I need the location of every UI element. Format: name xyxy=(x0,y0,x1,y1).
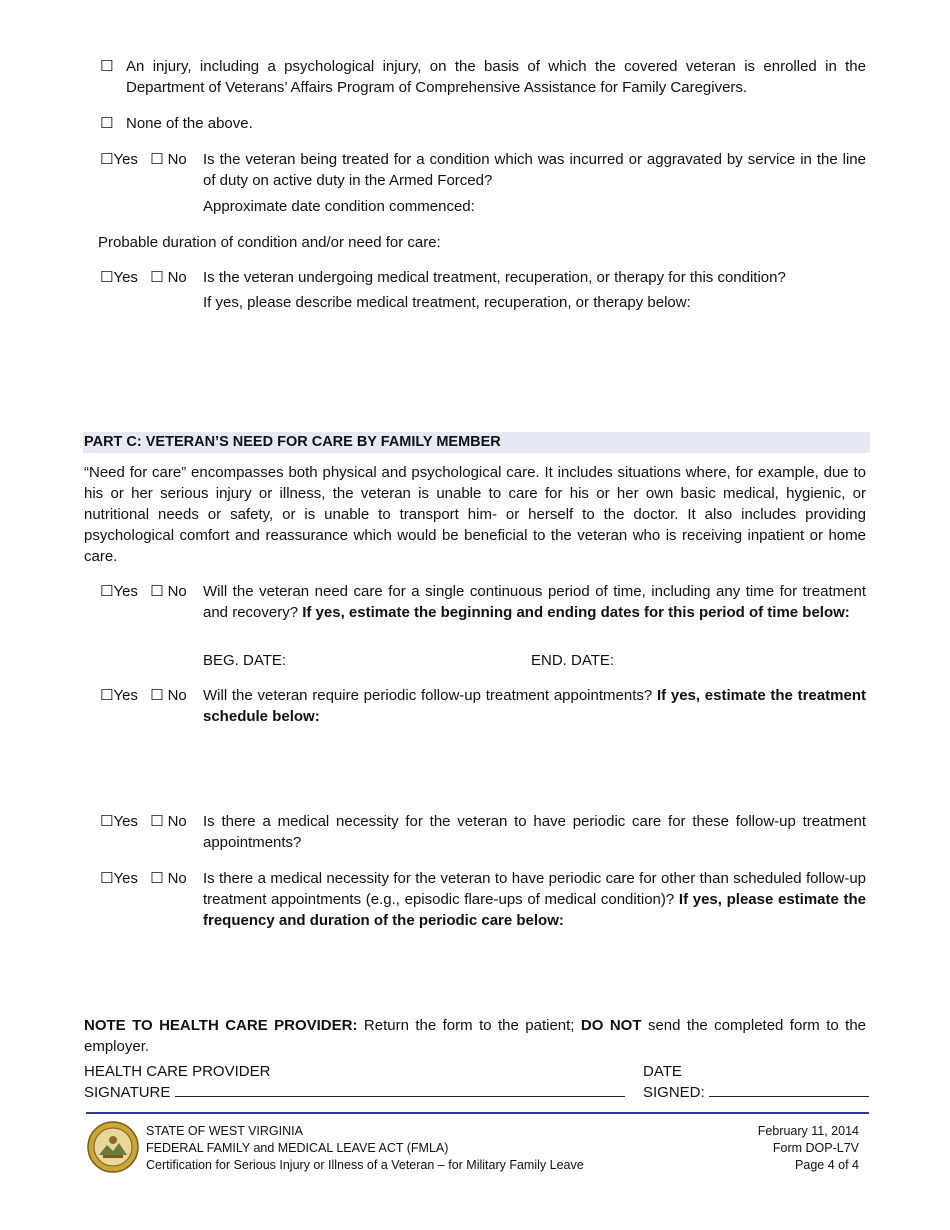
yes-no-necessity-other xyxy=(100,868,187,889)
treatment-question: Is the veteran undergoing medical treatment, recuperation, or therapy for this condition? xyxy=(203,269,786,286)
date-commenced-label: Approximate date condition commenced: xyxy=(203,198,475,215)
yes-label: Yes xyxy=(113,813,138,830)
no-label: No xyxy=(167,870,187,887)
none-checkbox[interactable] xyxy=(100,113,113,134)
provider-signature-label-1: HEALTH CARE PROVIDER xyxy=(84,1063,271,1080)
no-label: No xyxy=(167,687,187,704)
state-seal-icon xyxy=(87,1121,139,1173)
yes-no-service xyxy=(100,149,187,170)
periodic-question xyxy=(203,685,866,727)
date-signed-row xyxy=(643,1082,869,1103)
injury-checkbox[interactable] xyxy=(100,56,113,77)
yes-checkbox[interactable]: ☐ xyxy=(100,686,114,704)
footer-date: February 11, 2014 xyxy=(757,1124,859,1138)
date-signed-line[interactable] xyxy=(709,1082,869,1097)
continuous-question-text: Will the veteran need care for a single continuous period of time, including any time for treatment and recovery? xyxy=(203,583,866,621)
yes-label: Yes xyxy=(113,583,138,600)
footer-rule xyxy=(86,1112,869,1114)
checkbox-icon[interactable]: ☐ xyxy=(100,114,114,132)
yes-no-treatment xyxy=(100,267,187,288)
provider-signature-label-2: SIGNATURE xyxy=(84,1084,171,1101)
part-c-intro: “Need for care” encompasses both physical and psychological care. It includes situations where, for example, due to his or her serious injury or illness, the veteran is unable to care for his or her own basic medical, hygienic, or nutritional needs or safety, or is unable to transport him- or herself to the doctor. It also includes providing psychological comfort and reassurance which would be beneficial to the veteran who is receiving inpatient or home care. xyxy=(84,464,866,565)
service-question: Is the veteran being treated for a condition which was incurred or aggravated by service in the line of duty on active duty in the Armed Forced? xyxy=(203,151,866,189)
provider-signature-line[interactable] xyxy=(175,1082,625,1097)
note-part2: send the completed form to the employer. xyxy=(84,1017,867,1055)
checkbox-icon[interactable]: ☐ xyxy=(100,57,114,75)
no-label: No xyxy=(167,151,187,168)
injury-item-text: An injury, including a psychological injury, on the basis of which the covered veteran is enrolled in the Department of Veterans’ Affairs Program of Comprehensive Assistance for Family Caregivers. xyxy=(126,58,866,96)
necessity-other-instruction: If yes, please estimate the frequency and duration of the periodic care below: xyxy=(203,891,867,929)
yes-checkbox[interactable]: ☐ xyxy=(100,812,114,830)
necessity-other-question xyxy=(203,868,866,931)
yes-no-periodic xyxy=(100,685,187,706)
yes-checkbox[interactable]: ☐ xyxy=(100,150,114,168)
none-item-text: None of the above. xyxy=(126,115,253,132)
no-checkbox[interactable]: ☐ xyxy=(150,812,164,830)
footer-cert-title: Certification for Serious Injury or Illness of a Veteran – for Military Family Leave xyxy=(146,1158,584,1172)
no-label: No xyxy=(167,583,187,600)
end-date-label: END. DATE: xyxy=(531,652,615,669)
yes-label: Yes xyxy=(113,870,138,887)
footer-form-number: Form DOP-L7V xyxy=(772,1141,859,1155)
yes-label: Yes xyxy=(113,269,138,286)
footer-left xyxy=(146,1123,584,1174)
yes-no-continuous xyxy=(100,581,187,602)
note-emphasis: DO NOT xyxy=(580,1017,642,1034)
no-label: No xyxy=(167,269,187,286)
necessity-other-question-text: Is there a medical necessity for the veteran to have periodic care for other than scheduled follow-up treatment appointments (e.g., episodic flare-ups of medical condition)? xyxy=(203,870,866,908)
note-part1: Return the form to the patient; xyxy=(363,1017,575,1034)
no-checkbox[interactable]: ☐ xyxy=(150,869,164,887)
yes-label: Yes xyxy=(113,687,138,704)
footer-act: FEDERAL FAMILY and MEDICAL LEAVE ACT (FMLA) xyxy=(146,1141,449,1155)
no-checkbox[interactable]: ☐ xyxy=(150,582,164,600)
yes-label: Yes xyxy=(113,151,138,168)
no-label: No xyxy=(167,813,187,830)
provider-note xyxy=(84,1015,866,1057)
treatment-followup: If yes, please describe medical treatment, recuperation, or therapy below: xyxy=(203,294,691,311)
beg-date-label: BEG. DATE: xyxy=(203,652,287,669)
periodic-question-text: Will the veteran require periodic follow-up treatment appointments? xyxy=(203,687,653,704)
footer-state: STATE OF WEST VIRGINIA xyxy=(146,1124,303,1138)
provider-signature-row xyxy=(84,1082,625,1103)
footer-right xyxy=(700,1123,859,1174)
footer-page-number: Page 4 of 4 xyxy=(795,1158,859,1172)
duration-label: Probable duration of condition and/or need for care: xyxy=(98,234,441,251)
yes-checkbox[interactable]: ☐ xyxy=(100,582,114,600)
no-checkbox[interactable]: ☐ xyxy=(150,268,164,286)
periodic-instruction: If yes, estimate the treatment schedule below: xyxy=(203,687,866,725)
continuous-instruction: If yes, estimate the beginning and ending dates for this period of time below: xyxy=(302,604,850,621)
yes-no-necessity-followup xyxy=(100,811,187,832)
no-checkbox[interactable]: ☐ xyxy=(150,686,164,704)
yes-checkbox[interactable]: ☐ xyxy=(100,268,114,286)
date-signed-label-1: DATE xyxy=(643,1063,682,1080)
necessity-followup-question: Is there a medical necessity for the veteran to have periodic care for these follow-up treatment appointments? xyxy=(203,813,866,851)
part-c-heading: PART C: VETERAN’S NEED FOR CARE BY FAMILY MEMBER xyxy=(83,432,870,453)
yes-checkbox[interactable]: ☐ xyxy=(100,869,114,887)
continuous-question xyxy=(203,581,866,623)
note-lead: NOTE TO HEALTH CARE PROVIDER: xyxy=(84,1017,358,1034)
date-signed-label-2: SIGNED: xyxy=(643,1084,705,1101)
no-checkbox[interactable]: ☐ xyxy=(150,150,164,168)
